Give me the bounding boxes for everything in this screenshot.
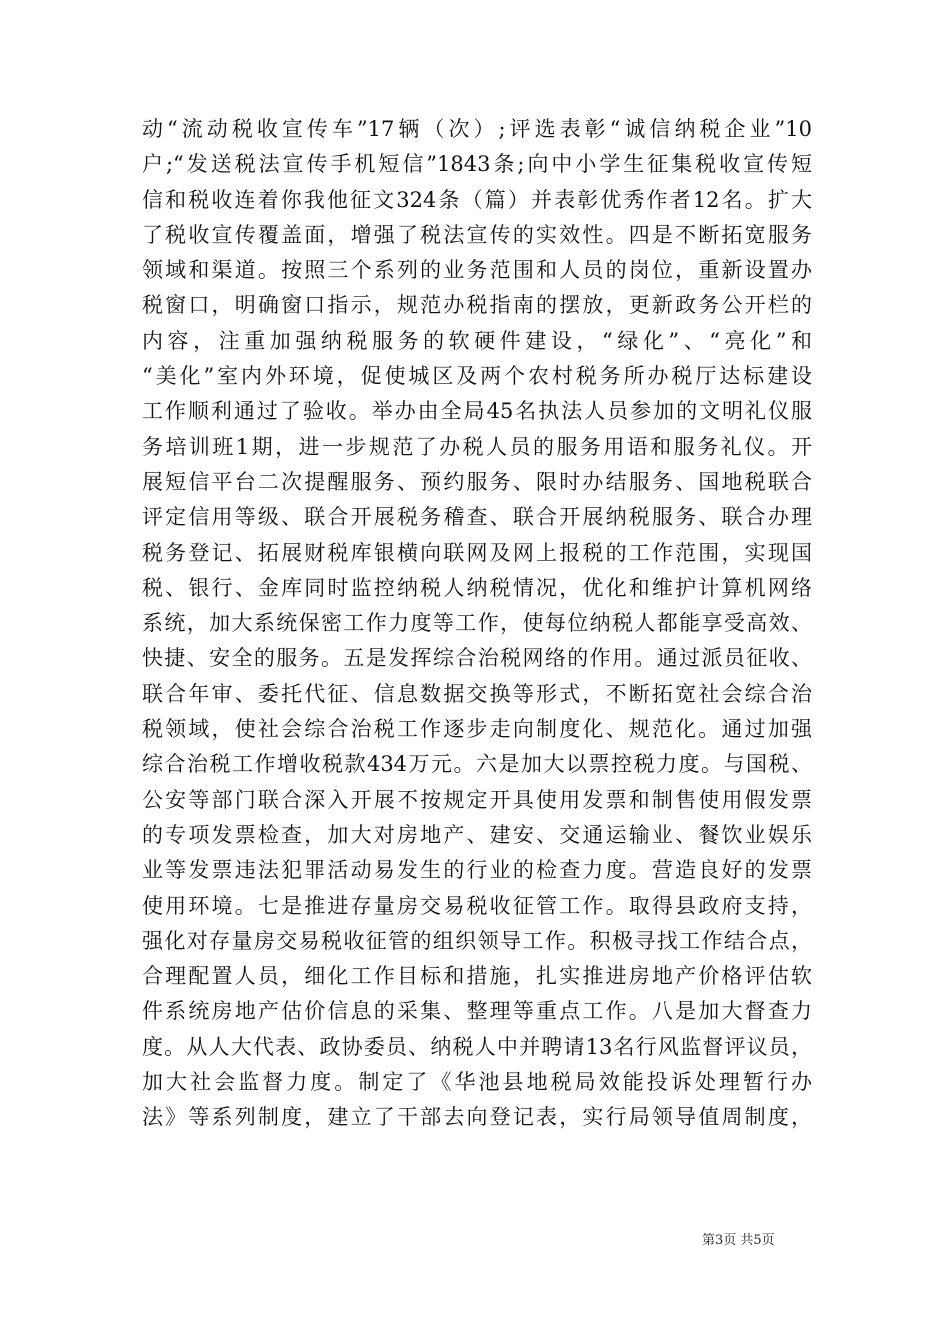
text-line-25: 合理配置人员，细化工作目标和措施，扎实推进房地产价格评估软 [142, 964, 812, 989]
text-line-18: 税领域，使社会综合治税工作逐步走向制度化、规范化。通过加强 [142, 717, 812, 742]
text-line-10: 务培训班1期，进一步规范了办税人员的服务用语和服务礼仪。开 [142, 434, 812, 459]
text-line-23: 使用环境。七是推进存量房交易税收征管工作。取得县政府支持， [142, 893, 812, 918]
text-line-4: 了税收宣传覆盖面，增强了税法宣传的实效性。四是不断拓宽服务 [142, 222, 812, 247]
text-line-3: 信和税收连着你我他征文324条（篇）并表彰优秀作者12名。扩大 [142, 187, 812, 212]
text-line-22: 业等发票违法犯罪活动易发生的行业的检查力度。营造良好的发票 [142, 858, 812, 883]
text-line-1: 动“流动税收宣传车”17辆（次）;评选表彰“诚信纳税企业”10 [142, 117, 812, 141]
text-line-16: 快捷、安全的服务。五是发挥综合治税网络的作用。通过派员征收、 [142, 646, 812, 671]
text-line-2: 户;“发送税法宣传手机短信”1843条;向中小学生征集税收宣传短 [142, 152, 812, 177]
text-line-26: 件系统房地产估价信息的采集、整理等重点工作。八是加大督查力 [142, 999, 812, 1024]
text-line-8: “美化”室内外环境，促使城区及两个农村税务所办税厅达标建设 [142, 364, 812, 389]
text-line-15: 系统，加大系统保密工作力度等工作，使每位纳税人都能享受高效、 [142, 611, 812, 636]
text-line-5: 领域和渠道。按照三个系列的业务范围和人员的岗位，重新设置办 [142, 258, 812, 283]
text-line-12: 评定信用等级、联合开展税务稽查、联合开展纳税服务、联合办理 [142, 505, 812, 530]
text-line-6: 税窗口，明确窗口指示，规范办税指南的摆放，更新政务公开栏的 [142, 293, 812, 318]
text-line-19: 综合治税工作增收税款434万元。六是加大以票控税力度。与国税、 [142, 752, 812, 777]
text-line-11: 展短信平台二次提醒服务、预约服务、限时办结服务、国地税联合 [142, 469, 812, 494]
text-line-7: 内容，注重加强纳税服务的软硬件建设，“绿化”、“亮化”和 [142, 328, 812, 353]
text-line-28: 加大社会监督力度。制定了《华池县地税局效能投诉处理暂行办 [142, 1070, 812, 1095]
text-line-17: 联合年审、委托代征、信息数据交换等形式，不断拓宽社会综合治 [142, 681, 812, 706]
text-line-9: 工作顺利通过了验收。举办由全局45名执法人员参加的文明礼仪服 [142, 399, 812, 424]
text-line-21: 的专项发票检查，加大对房地产、建安、交通运输业、餐饮业娱乐 [142, 822, 812, 847]
page-number-footer: 第3页 共5页 [702, 1233, 775, 1248]
text-line-13: 税务登记、拓展财税库银横向联网及网上报税的工作范围，实现国 [142, 540, 812, 565]
text-line-14: 税、银行、金库同时监控纳税人纳税情况，优化和维护计算机网络 [142, 575, 812, 600]
text-line-27: 度。从人大代表、政协委员、纳税人中并聘请13名行风监督评议员， [142, 1034, 812, 1059]
body-paragraph [142, 112, 812, 1136]
text-line-24: 强化对存量房交易税收征管的组织领导工作。积极寻找工作结合点， [142, 928, 812, 953]
text-line-29: 法》等系列制度，建立了干部去向登记表，实行局领导值周制度， [142, 1105, 812, 1130]
text-line-20: 公安等部门联合深入开展不按规定开具使用发票和制售使用假发票 [142, 787, 812, 812]
